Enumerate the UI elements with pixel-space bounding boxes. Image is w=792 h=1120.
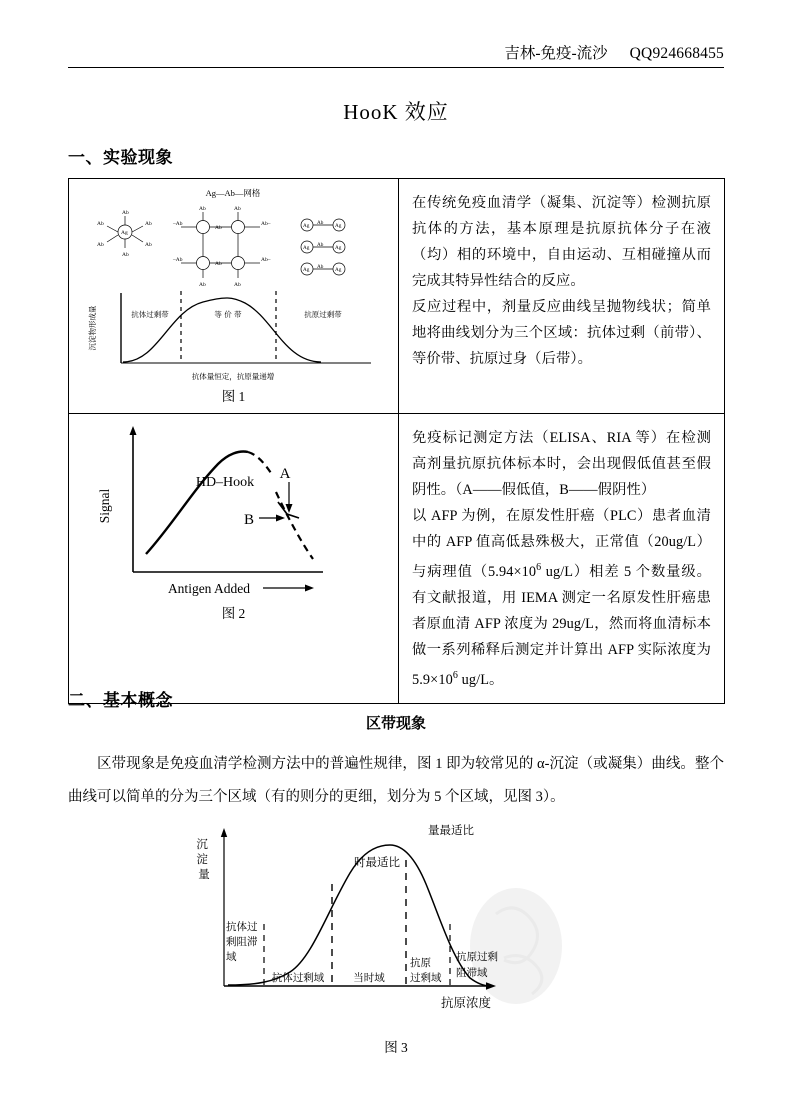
figure3-svg — [178, 818, 598, 1023]
figure2-marker-b: B — [243, 512, 255, 528]
figure1-cell — [69, 179, 399, 414]
svg-text:Ab: Ab — [317, 220, 324, 226]
figure3-graphic — [178, 818, 598, 1023]
figure3-caption: 图 3 — [384, 1040, 408, 1055]
svg-text:Ab: Ab — [145, 221, 152, 227]
figure1-cluster-middle — [181, 212, 260, 278]
table-row — [69, 179, 725, 414]
row1-paragraph-1: 在传统免疫血清学（凝集、沉淀等）检测抗原抗体的方法，基本原理是抗原抗体分子在液（均）相的环境中，自由运动、互相碰撞从而完成其特异性结合的反应。 — [412, 195, 711, 289]
svg-text:Ab: Ab — [122, 252, 129, 258]
figure2-xaxis-label: Antigen Added — [167, 581, 251, 596]
figure3-zone-1-label: 抗体过 剩阻滞 域 — [226, 921, 258, 963]
figure1-description-cell — [399, 179, 725, 414]
figure2-description-cell — [399, 414, 725, 704]
svg-text:Ab: Ab — [215, 261, 222, 267]
page-header — [68, 34, 724, 68]
figure3-xaxis-label: 抗原浓度 — [440, 995, 492, 1010]
row2-p2-part-a: 以 AFP 为例，在原发性肝癌（PLC）患者血清中的 AFP 值高低悬殊极大，正常值（20ug/L）与病理值（5.94×10 — [412, 508, 711, 580]
figure3-zone-3-label: 当时域 — [353, 972, 385, 984]
header-author: 吉林-免疫-流沙 — [504, 45, 608, 62]
row2-p2-sup-1: 6 — [536, 562, 542, 573]
svg-text:Ab: Ab — [145, 242, 152, 248]
svg-text:Ag: Ag — [121, 230, 128, 236]
svg-text:Ab: Ab — [317, 264, 324, 270]
svg-text:Ag: Ag — [303, 223, 310, 229]
figures-table — [68, 178, 725, 704]
subsection-heading: 区带现象 — [365, 714, 426, 732]
figure3-zone-5-label: 抗原过剩 阻滞域 — [456, 951, 498, 979]
svg-text:Ab–: Ab– — [261, 257, 271, 263]
svg-text:Ag: Ag — [335, 245, 342, 251]
row1-paragraph-2: 反应过程中，剂量反应曲线呈抛物线状；简单地将曲线划分为三个区域：抗体过剩（前带）、等价带、抗原过身（后带）。 — [412, 299, 711, 367]
figure2-caption: 图 2 — [221, 606, 246, 621]
row2-paragraph-2 — [412, 503, 711, 693]
figure2-yaxis-label: Signal — [97, 488, 112, 524]
figure1-caption: 图 1 — [221, 389, 246, 404]
svg-text:Ab: Ab — [317, 242, 324, 248]
figure2-marker-a: A — [279, 466, 291, 482]
svg-text:Ab: Ab — [234, 206, 241, 212]
header-qq: QQ924668455 — [629, 45, 724, 62]
figure1-top-label: Ag—Ab—网格 — [205, 188, 261, 198]
figure1-yaxis-label: 沉淀物形成量 — [88, 305, 97, 351]
svg-text:Ag: Ag — [335, 267, 342, 273]
section-heading-one: 一、实验现象 — [68, 148, 173, 168]
svg-text:Ag: Ag — [303, 267, 310, 273]
row2-p2-part-c: ug/L。 — [457, 671, 504, 688]
svg-text:Ab: Ab — [122, 210, 129, 216]
figure3-zone-4-label: 抗原 过剩域 — [410, 957, 442, 984]
figure1-zone-left-label: 抗体过剩带 — [131, 310, 169, 319]
svg-text:Ag: Ag — [303, 245, 310, 251]
figure1-svg — [73, 185, 393, 385]
row2-p2-sup-2: 6 — [452, 669, 458, 681]
figure2-svg — [73, 420, 393, 602]
svg-text:Ag: Ag — [335, 223, 342, 229]
svg-text:Ab: Ab — [199, 282, 206, 288]
svg-text:Ab: Ab — [234, 282, 241, 288]
svg-text:Ab: Ab — [215, 225, 222, 231]
figure2-curve-label: HD–Hook — [195, 475, 255, 490]
figure3-optimal-time-label: 时最适比 — [354, 855, 400, 869]
row2-p2-part-b: ug/L）相差 5 个数量级。有文献报道，用 IEMA 测定一名原发性肝癌患者原血清 AFP 浓度为 29ug/L，然而将血清标本做一系列稀释后测定并计算出 AFP 实际浓度为 5.9×10 — [412, 563, 711, 688]
figure2-graphic — [69, 414, 398, 630]
body-paragraph: 区带现象是免疫血清学检测方法中的普遍性规律，图 1 即为较常见的 α-沉淀（或凝集）曲线。整个曲线可以简单的分为三个区域（有的则分的更细，划分为 5 个区域，见图 3）。 — [68, 756, 724, 805]
figure1-zone-mid-label: 等 价 带 — [214, 310, 242, 319]
svg-text:Ab: Ab — [97, 242, 104, 248]
section-heading-two: 二、基本概念 — [68, 691, 173, 711]
figure1-zone-right-label: 抗原过剩带 — [304, 310, 342, 319]
svg-text:–Ab: –Ab — [173, 257, 183, 263]
svg-text:Ab: Ab — [97, 221, 104, 227]
svg-text:Ab–: Ab– — [261, 221, 271, 227]
svg-text:Ab: Ab — [199, 206, 206, 212]
svg-text:–Ab: –Ab — [173, 221, 183, 227]
table-row — [69, 414, 725, 704]
figure1-graphic — [69, 179, 398, 413]
figure1-xaxis-label: 抗体量恒定，抗原量递增 — [191, 372, 275, 381]
page-title: HooK 效应 — [343, 100, 449, 124]
figure3-optimal-amount-label: 量最适比 — [428, 823, 474, 837]
row2-paragraph-1: 免疫标记测定方法（ELISA、RIA 等）在检测高剂量抗原抗体标本时，会出现假低值甚至假阴性。（A——假低值，B——假阴性） — [412, 430, 711, 498]
figure3-yaxis-label: 沉 淀 量 — [196, 837, 210, 881]
figure2-cell — [69, 414, 399, 704]
figure3-zone-2-label: 抗体过剩域 — [271, 972, 325, 984]
